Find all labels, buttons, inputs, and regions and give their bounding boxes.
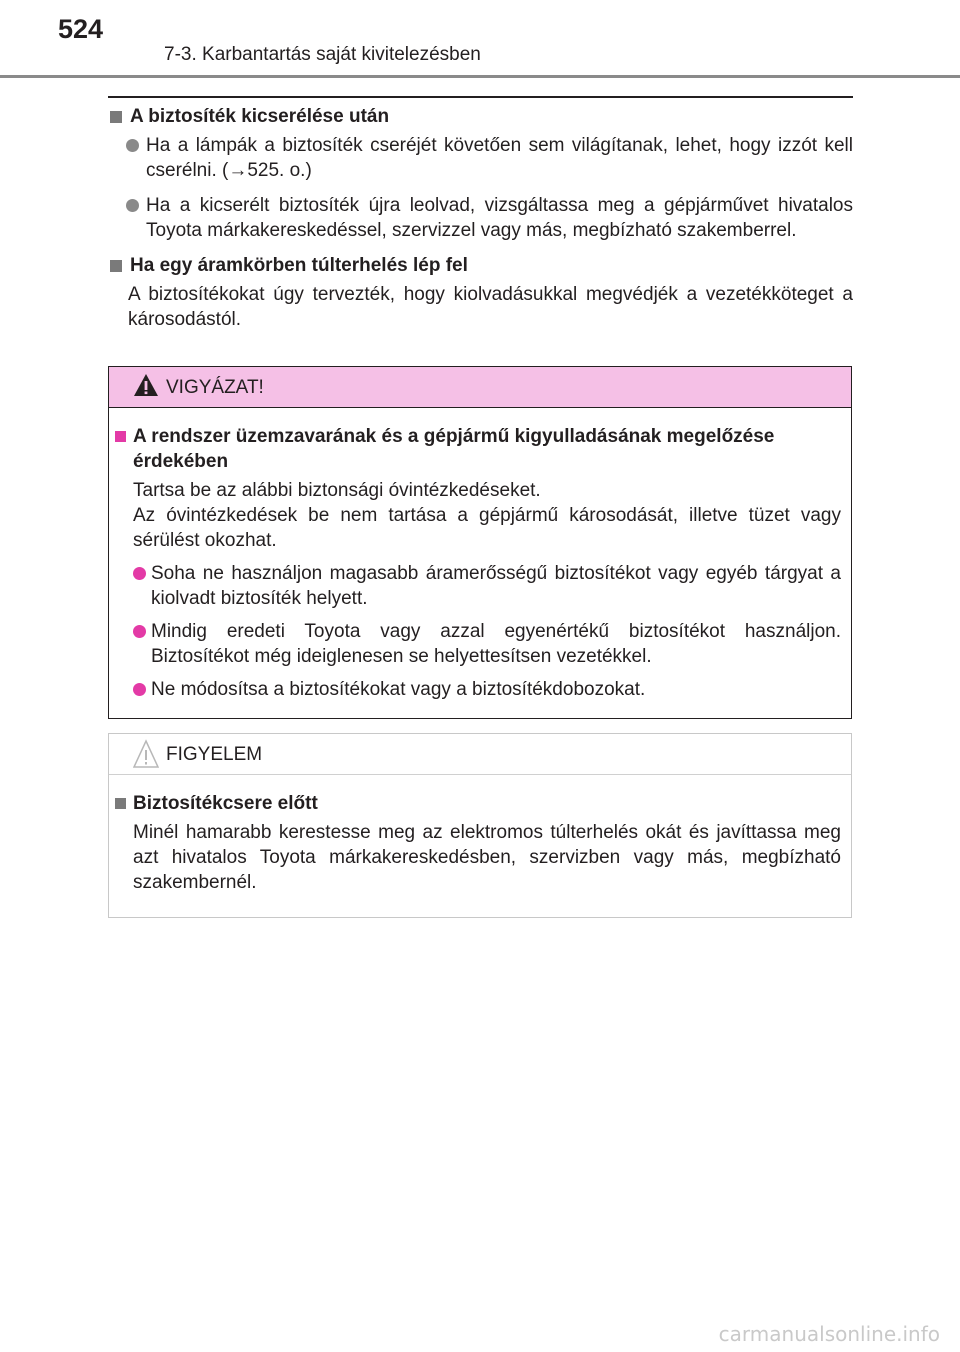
round-bullet-icon	[126, 199, 139, 212]
square-bullet-icon	[110, 260, 122, 272]
watermark: carmanualsonline.info	[718, 1322, 940, 1346]
after-fuse-heading: A biztosíték kicserélése után	[108, 104, 853, 129]
notice-box	[108, 733, 852, 918]
list-item: Ha a kicserélt biztosíték újra leolvad, vizsgáltassa meg a gépjárművet hivatalos Toyota márkakereskedéssel, szervizzel vagy más, megbízható szakemberrel.	[108, 193, 853, 243]
square-bullet-icon	[115, 798, 126, 809]
round-bullet-icon	[133, 683, 146, 696]
round-bullet-icon	[133, 625, 146, 638]
caution-paragraph: Tartsa be az alábbi biztonsági óvintézkedéseket. Az óvintézkedések be nem tartása a gépjármű károsodását, illetve tüzet vagy sérülést okozhat.	[133, 480, 841, 551]
overload-text: A biztosítékokat úgy tervezték, hogy kiolvadásukkal megvédjék a vezetékköteget a károsodástól.	[128, 284, 853, 330]
header-divider	[0, 75, 960, 78]
round-bullet-icon	[126, 139, 139, 152]
content-top-rule	[108, 96, 853, 98]
list-item: Ne módosítsa a biztosítékokat vagy a biztosítékdobozokat.	[109, 677, 841, 702]
caution-label: VIGYÁZAT!	[166, 377, 264, 398]
overload-heading: Ha egy áramkörben túlterhelés lép fel	[108, 253, 853, 278]
page-number: 524	[58, 14, 104, 44]
list-item: Ha a lámpák a biztosíték cseréjét követően sem világítanak, lehet, hogy izzót kell cserélni. (→525. o.)	[108, 133, 853, 183]
notice-label: FIGYELEM	[166, 744, 263, 765]
caution-header	[109, 367, 851, 408]
notice-text: Minél hamarabb kerestesse meg az elektromos túlterhelés okát és javíttassa meg azt hivatalos Toyota márkakereskedésben, szervizben vagy más, megbízható szakembernél.	[133, 822, 841, 893]
main-content	[108, 104, 853, 342]
square-bullet-icon	[115, 431, 126, 442]
caution-body	[109, 408, 851, 702]
list-item: Soha ne használjon magasabb áramerősségű biztosítékot vagy egyéb tárgyat a kiolvadt biztosíték helyett.	[109, 561, 841, 611]
warning-triangle-outline-icon	[133, 739, 159, 769]
round-bullet-icon	[133, 567, 146, 580]
caution-heading: A rendszer üzemzavarának és a gépjármű kigyulladásának megelőzése érdekében	[109, 424, 841, 474]
notice-header	[109, 734, 851, 775]
caution-box	[108, 366, 852, 719]
notice-body	[109, 775, 851, 895]
list-item: Mindig eredeti Toyota vagy azzal egyenértékű biztosítékot használjon. Biztosítékot még ideiglenesen se helyettesítsen vezetékkel.	[109, 619, 841, 669]
warning-triangle-icon	[133, 372, 159, 398]
notice-heading: Biztosítékcsere előtt	[109, 791, 841, 816]
square-bullet-icon	[110, 111, 122, 123]
section-title: 7-3. Karbantartás saját kivitelezésben	[164, 44, 481, 65]
